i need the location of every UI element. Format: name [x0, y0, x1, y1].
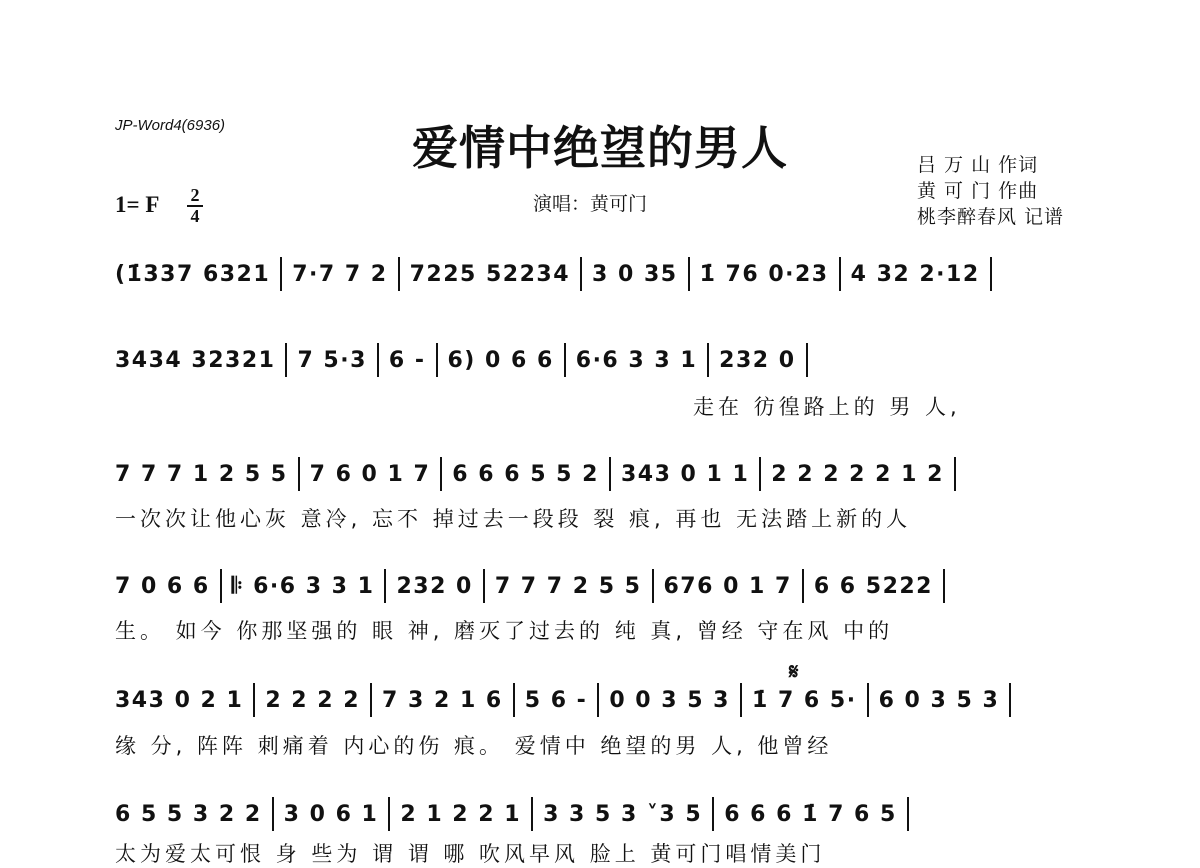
barline	[384, 569, 386, 603]
measure: 6) 0 6 6	[447, 347, 554, 373]
barline	[990, 257, 992, 291]
segno-icon: 𝄋	[789, 659, 799, 684]
composer-credit: 黄 可 门 作曲	[917, 180, 1039, 202]
barline	[483, 569, 485, 603]
barline	[597, 683, 599, 717]
score-line-2	[115, 340, 1090, 380]
measure: 0 0 3 5 3	[609, 687, 730, 713]
barline	[839, 257, 841, 291]
lyric-line-6: 太为爱太可恨 身 些为 谓 谓 哪 吹风早风 脸上 黄可门唱情美门	[115, 842, 826, 866]
measure: 4 32 2·12	[850, 261, 980, 287]
measure: 6 6 5222	[813, 573, 933, 599]
barline	[440, 457, 442, 491]
singer-credit: 演唱：黄可门	[533, 193, 648, 215]
barline	[285, 343, 287, 377]
measure: 232 0	[396, 573, 473, 599]
measure: 1̇ 7 6 5·	[752, 687, 857, 713]
measure: 7 7 7 1 2 5 5	[115, 461, 288, 487]
barline	[280, 257, 282, 291]
barline	[272, 797, 274, 831]
measure: 3 0 6 1	[283, 801, 379, 827]
score-line-3	[115, 454, 1090, 494]
measure: 343 0 2 1	[115, 687, 244, 713]
lyricist-credit: 吕 万 山 作词	[917, 154, 1039, 176]
measure: (1̇337 6321	[115, 261, 271, 287]
barline	[688, 257, 690, 291]
measure: 7 0 6 6	[115, 573, 210, 599]
measure: 6·6 3 3 1	[575, 347, 698, 373]
measure: 6 6 6 1̇ 7 6 5	[724, 801, 897, 827]
barline	[377, 343, 379, 377]
score-line-1	[115, 254, 1090, 294]
measure: 6 -	[388, 347, 426, 373]
time-signature-top: 2	[190, 185, 200, 205]
measure: 3434 32321	[115, 347, 276, 373]
barline	[253, 683, 255, 717]
barline	[759, 457, 761, 491]
lyric-line-5: 缘 分, 阵阵 刺痛着 内心的伤 痕。 爱情中 绝望的男 人, 他曾经	[115, 734, 833, 758]
time-signature-bottom: 4	[190, 206, 200, 226]
barline	[707, 343, 709, 377]
measure: 232 0	[719, 347, 796, 373]
barline	[1009, 683, 1011, 717]
barline	[580, 257, 582, 291]
barline	[531, 797, 533, 831]
barline	[652, 569, 654, 603]
measure: 2 2 2 2 2 1 2	[771, 461, 944, 487]
measure: 3 3 5 3 ˅3 5	[543, 801, 703, 827]
measure: 2 1 2 2 1	[400, 801, 522, 827]
barline	[740, 683, 742, 717]
barline	[370, 683, 372, 717]
transcriber-credit: 桃李醉春风 记谱	[917, 206, 1065, 228]
measure: 676 0 1 7	[663, 573, 792, 599]
barline	[220, 569, 222, 603]
barline	[806, 343, 808, 377]
score-line-5	[115, 680, 1090, 720]
barline	[609, 457, 611, 491]
score-line-4	[115, 566, 1090, 606]
version-label: JP-Word4(6936)	[115, 117, 226, 134]
barline	[954, 457, 956, 491]
time-signature	[187, 187, 203, 225]
lyric-line-2: 走在 彷徨路上的 男 人,	[693, 395, 961, 419]
measure: 3 0 35	[592, 261, 678, 287]
lyric-line-3: 一次次让他心灰 意冷, 忘不 掉过去一段段 裂 痕, 再也 无法踏上新的人	[115, 507, 912, 531]
barline	[802, 569, 804, 603]
measure: 1̇ 76 0·23	[699, 261, 829, 287]
barline	[712, 797, 714, 831]
measure: 7 5·3	[297, 347, 367, 373]
measure: 2 2 2 2	[265, 687, 361, 713]
measure: 7 6 0 1 7	[309, 461, 431, 487]
key-signature: 1= F	[115, 192, 160, 217]
measure: 6 0 3 5 3	[878, 687, 1000, 713]
score-line-6	[115, 794, 1090, 834]
lyric-line-4: 生。 如今 你那坚强的 眼 神, 磨灭了过去的 纯 真, 曾经 守在风 中的	[115, 619, 894, 643]
barline	[388, 797, 390, 831]
measure: 𝄆 6·6 3 3 1	[231, 573, 375, 599]
measure: 7·7 7 2	[292, 261, 388, 287]
measure: 6 6 6 5 5 2	[452, 461, 599, 487]
song-title: 爱情中绝望的男人	[412, 121, 788, 175]
measure: 5 6 -	[524, 687, 588, 713]
barline	[907, 797, 909, 831]
measure: 7225 52234	[409, 261, 571, 287]
barline	[398, 257, 400, 291]
barline	[436, 343, 438, 377]
barline	[943, 569, 945, 603]
measure: 7 7 7 2 5 5	[494, 573, 642, 599]
measure: 6 5 5 3 2 2	[115, 801, 262, 827]
barline	[867, 683, 869, 717]
measure: 7 3 2 1 6	[382, 687, 503, 713]
measure: 343 0 1 1	[620, 461, 750, 487]
barline	[564, 343, 566, 377]
barline	[298, 457, 300, 491]
barline	[513, 683, 515, 717]
